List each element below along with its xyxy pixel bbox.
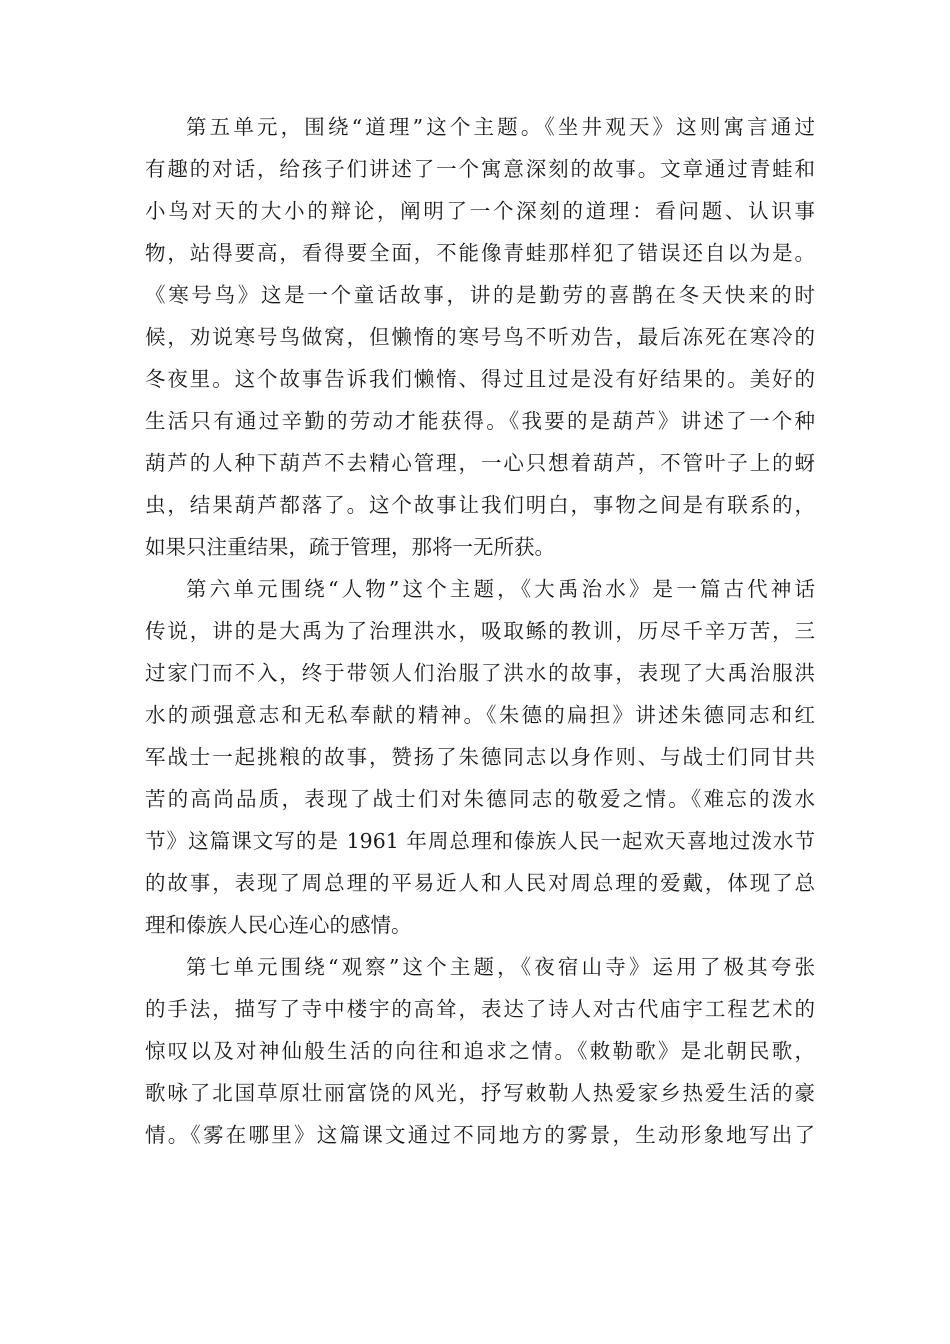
text-line: 虫，结果葫芦都落了。这个故事让我们明白，事物之间是有联系的，: [145, 493, 815, 517]
text-line: 军战士一起挑粮的故事，赞扬了朱德同志以身作则、与战士们同甘共: [145, 745, 815, 769]
text-line: 的故事，表现了周总理的平易近人和人民对周总理的爱戴，体现了总: [145, 871, 815, 895]
text-line: 物，站得要高，看得要全面，不能像青蛙那样犯了错误还自以为是。: [145, 241, 815, 265]
text-line: 惊叹以及对神仙般生活的向往和追求之情。《敕勒歌》是北朝民歌，: [145, 1039, 815, 1063]
text-line: 第五单元，围绕“道理”这个主题。《坐井观天》这则寓言通过: [186, 115, 815, 139]
text-line: 过家门而不入，终于带领人们治服了洪水的故事，表现了大禹治服洪: [145, 661, 815, 685]
text-line: 候，劝说寒号鸟做窝，但懒惰的寒号鸟不听劝告，最后冻死在寒冷的: [145, 325, 815, 349]
paragraph-unit-7: [145, 946, 815, 1156]
text-line: 歌咏了北国草原壮丽富饶的风光，抒写敕勒人热爱家乡热爱生活的豪: [145, 1081, 815, 1105]
text-line: 生活只有通过辛勤的劳动才能获得。《我要的是葫芦》讲述了一个种: [145, 409, 815, 433]
text-line: 如果只注重结果，疏于管理，那将一无所获。: [145, 535, 555, 559]
text-line: 情。《雾在哪里》这篇课文通过不同地方的雾景，生动形象地写出了: [145, 1123, 815, 1147]
text-line: 第七单元围绕“观察”这个主题，《夜宿山寺》运用了极其夸张: [186, 955, 815, 979]
text-line: 冬夜里。这个故事告诉我们懒惰、得过且过是没有好结果的。美好的: [145, 367, 815, 391]
text-line: 小鸟对天的大小的辩论，阐明了一个深刻的道理：看问题、认识事: [145, 199, 815, 223]
document-body: [145, 106, 815, 1156]
text-line: 苦的高尚品质，表现了战士们对朱德同志的敬爱之情。《难忘的泼水: [145, 787, 815, 811]
text-line: 第六单元围绕“人物”这个主题，《大禹治水》是一篇古代神话: [186, 577, 815, 601]
text-line: 水的顽强意志和无私奉献的精神。《朱德的扁担》讲述朱德同志和红: [145, 703, 815, 727]
text-line: 传说，讲的是大禹为了治理洪水，吸取鲧的教训，历尽千辛万苦，三: [145, 619, 815, 643]
text-line: 的手法，描写了寺中楼宇的高耸，表达了诗人对古代庙宇工程艺术的: [145, 997, 815, 1021]
text-line: 节》这篇课文写的是 1961 年周总理和傣族人民一起欢天喜地过泼水节: [145, 829, 815, 853]
text-line: 葫芦的人种下葫芦不去精心管理，一心只想着葫芦，不管叶子上的蚜: [145, 451, 815, 475]
paragraph-unit-6: [145, 568, 815, 946]
text-line: 理和傣族人民心连心的感情。: [145, 913, 412, 937]
paragraph-unit-5: [145, 106, 815, 568]
text-line: 《寒号鸟》这是一个童话故事，讲的是勤劳的喜鹊在冬天快来的时: [145, 283, 815, 307]
text-line: 有趣的对话，给孩子们讲述了一个寓意深刻的故事。文章通过青蛙和: [145, 157, 815, 181]
